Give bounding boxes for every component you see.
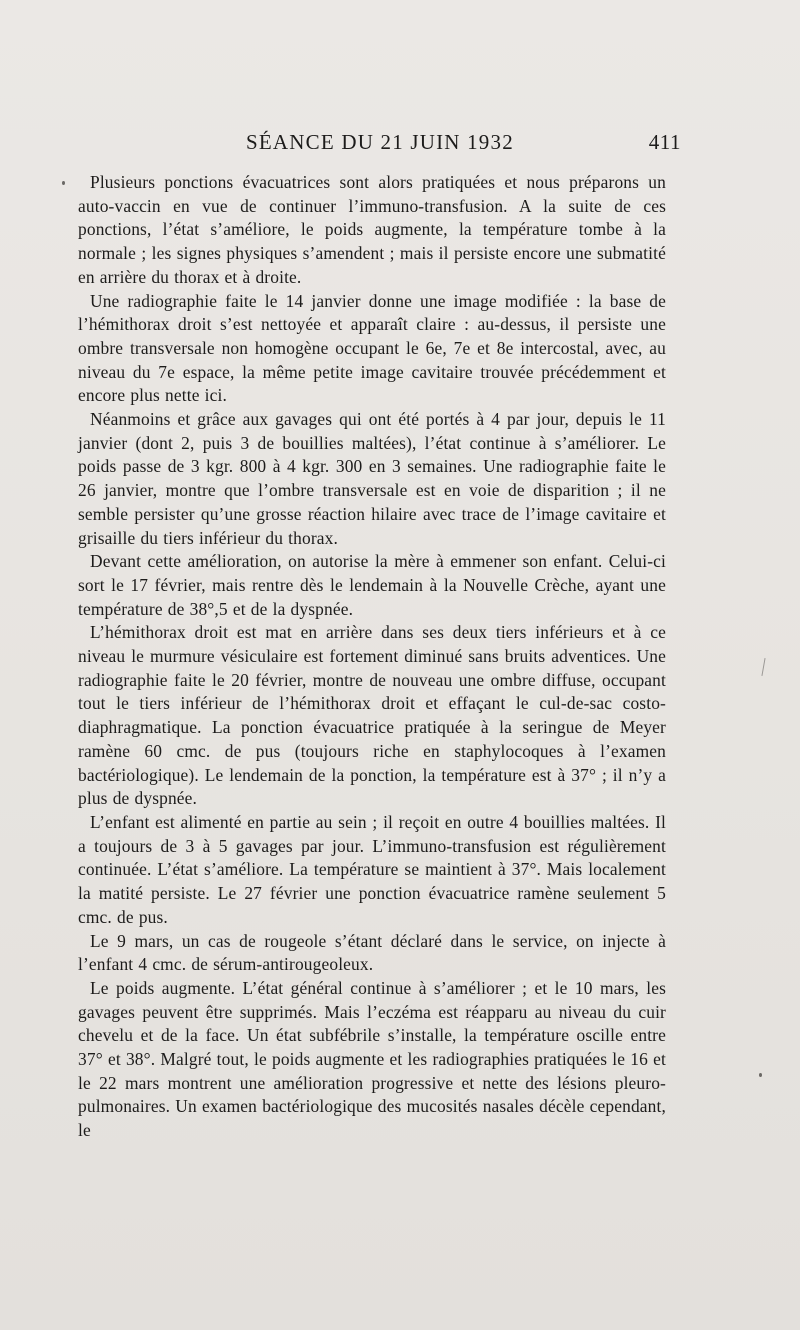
paper-speck: [759, 1073, 762, 1077]
paragraph-ponctions: Plusieurs ponctions évacuatrices sont alors pratiquées et nous préparons un auto-vaccin en vue de continuer l’immuno-transfusion. A la suite de ces ponctions, l’état s’améliore, le poids augmente, la température tombe à la normale ; les signes physiques s’amendent ; mais il persiste encore une submatité en arrière du thorax et à droite.: [78, 172, 666, 287]
paper-speck: [62, 181, 65, 185]
paragraph-poids: Le poids augmente. L’état général continue à s’améliorer ; et le 10 mars, les gavages peuvent être supprimés. Mais l’eczéma est réapparu au niveau du cuir chevelu et de la face. Un état subfébrile s’installe, la température oscille entre 37° et 38°. Malgré tout, le poids augmente et les radiographies pratiquées le 16 et le 22 mars montrent une amélioration progressive et nette des lésions pleuro-pulmonaires. Un examen bactériologique des mucosités nasales décèle cependant, le: [78, 977, 666, 1141]
body-text: [78, 171, 666, 1143]
margin-mark: [761, 658, 765, 676]
paragraph-radiographie-14-janvier: Une radiographie faite le 14 janvier donne une image modifiée : la base de l’hémithorax droit s’est nettoyée et apparaît claire : au-dessus, il persiste une ombre transversale non homogène occupant le 6e, 7e et 8e intercostal, avec, au niveau du 7e espace, la même petite image cavitaire trouvée précédemment et encore plus nette ici.: [78, 290, 666, 406]
page-number: 411: [648, 130, 681, 154]
paragraph-hemithorax: L’hémithorax droit est mat en arrière dans ses deux tiers inférieurs et à ce niveau le murmure vésiculaire est fortement diminué sans bruits adventices. Une radiographie faite le 20 février, montre de nouveau une ombre diffuse, occupant tout le tiers inférieur de l’hémithorax droit et effaçant le cul-de-sac costo-diaphragmatique. La ponction évacuatrice pratiquée à la seringue de Meyer ramène 60 cmc. de pus (toujours riche en staphylocoques à l’examen bactériologique). Le lendemain de la ponction, la température est à 37° ; il n’y a plus de dyspnée.: [78, 622, 666, 809]
running-head: [70, 128, 681, 158]
running-title: SÉANCE DU 21 JUIN 1932: [246, 130, 514, 154]
paragraph-gavages: Néanmoins et grâce aux gavages qui ont été portés à 4 par jour, depuis le 11 janvier (dont 2, puis 3 de bouillies maltées), l’état continue à s’améliorer. Le poids passe de 3 kgr. 800 à 4 kgr. 300 en 3 semaines. Une radiographie faite le 26 janvier, montre que l’ombre transversale est en voie de disparition ; il ne semble persister qu’une grosse réaction hilaire avec trace de l’image cavitaire et grisaille du tiers inférieur du thorax.: [78, 409, 666, 548]
paragraph-rougeole: Le 9 mars, un cas de rougeole s’étant déclaré dans le service, on injecte à l’enfant 4 cmc. de sérum-antirougeoleux.: [78, 930, 666, 975]
paragraph-amelioration: Devant cette amélioration, on autorise la mère à emmener son enfant. Celui-ci sort le 17 février, mais rentre dès le lendemain à la Nouvelle Crèche, ayant une température de 38°,5 et de la dyspnée.: [78, 551, 666, 619]
paragraph-alimentation: L’enfant est alimenté en partie au sein ; il reçoit en outre 4 bouillies maltées. Il a toujours de 3 à 5 gavages par jour. L’immuno-transfusion est régulièrement continuée. L’état s’améliore. La température se maintient à 37°. Mais localement la matité persiste. Le 27 février une ponction évacuatrice ramène seulement 5 cmc. de pus.: [78, 811, 666, 927]
